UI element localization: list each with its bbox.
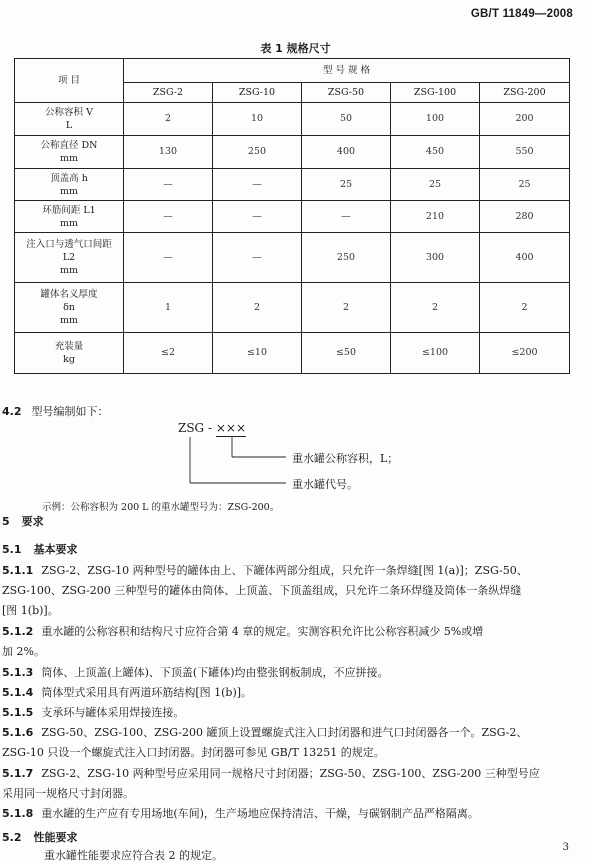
table-title: 表 1 规格尺寸 <box>260 42 331 55</box>
section-number: 5.1.1 <box>2 564 34 577</box>
row-label <box>15 169 124 201</box>
table-cell: ≤50 <box>302 333 391 374</box>
table-cell: 50 <box>302 103 391 136</box>
row-label-line: mm <box>59 315 79 326</box>
body-text-line <box>2 604 59 618</box>
paragraph-text: 采用同一规格尺寸封闭器。 <box>2 787 134 800</box>
row-label <box>15 283 124 333</box>
example-note: 示例：公称容积为 200 L 的重水罐型号为：ZSG-200。 <box>42 502 280 513</box>
section-number: 5.1.2 <box>2 625 34 638</box>
paragraph-text: 筒体型式采用具有两道环筋结构[图 1(b)]。 <box>41 686 253 699</box>
model-header-cell: ZSG-10 <box>213 83 302 103</box>
body-text-line <box>2 746 385 760</box>
section-number: 5.1.8 <box>2 807 34 820</box>
table-cell: ≤10 <box>213 333 302 374</box>
table-cell: 200 <box>480 103 570 136</box>
body-text-line <box>2 515 44 529</box>
body-text-line <box>44 849 223 863</box>
page-number: 3 <box>562 842 569 853</box>
model-header-cell: ZSG-2 <box>124 83 213 103</box>
table-cell: — <box>124 169 213 201</box>
code-note: 重水罐代号。 <box>292 478 358 491</box>
table-cell: 1 <box>124 283 213 333</box>
body-text-line <box>2 706 184 720</box>
spec-table <box>14 58 570 374</box>
row-label-line: L <box>65 120 73 131</box>
row-label <box>15 201 124 233</box>
row-label-line: kg <box>63 354 75 365</box>
paragraph-text: 重水罐的生产应有专用场地(车间)，生产场地应保持清洁、干燥，与碳钢制产品严格隔离。 <box>41 807 479 820</box>
table-cell: 450 <box>391 136 480 169</box>
table-cell: 25 <box>391 169 480 201</box>
section-heading: 要求 <box>21 515 44 528</box>
body-text-line <box>2 686 252 700</box>
paragraph-text: 支承环与罐体采用焊接连接。 <box>41 706 185 719</box>
paragraph-text: 重水罐性能要求应符合表 2 的规定。 <box>44 849 223 862</box>
row-label <box>15 136 124 169</box>
table-row <box>15 283 570 333</box>
paragraph-text: ZSG-50、ZSG-100、ZSG-200 罐顶上设置螺旋式注入口封闭器和进气口封闭器各一个。ZSG-2、 <box>41 726 528 739</box>
table-cell: 400 <box>480 233 570 283</box>
body-text-line <box>2 767 540 781</box>
row-label-line: 环筋间距 L1 <box>42 204 96 216</box>
table-cell: — <box>302 201 391 233</box>
body-text-line <box>2 564 528 578</box>
table-row <box>15 201 570 233</box>
model-code-label: ZSG - ××× <box>178 421 247 435</box>
table-row <box>15 333 570 374</box>
body-text-line <box>2 584 521 598</box>
capacity-note: 重水罐公称容积，L； <box>292 452 399 465</box>
row-label <box>15 333 124 374</box>
table-cell: — <box>213 233 302 283</box>
row-label-line: 公称直径 DN <box>40 140 98 151</box>
table-row <box>15 169 570 201</box>
table-cell: 280 <box>480 201 570 233</box>
table-cell: ≤100 <box>391 333 480 374</box>
table-cell: 130 <box>124 136 213 169</box>
table-cell: — <box>124 201 213 233</box>
table-cell: 25 <box>480 169 570 201</box>
table-row <box>15 103 570 136</box>
row-label-line: 罐体名义厚度 <box>40 289 98 300</box>
table-cell: ≤200 <box>480 333 570 374</box>
row-label-line: δn <box>63 302 75 313</box>
section-heading: 基本要求 <box>33 543 78 556</box>
section-number: 5 <box>2 515 10 528</box>
body-text-line <box>2 787 134 801</box>
section-number: 5.1.6 <box>2 726 34 739</box>
row-label <box>15 103 124 136</box>
section-number: 5.1 <box>2 543 22 556</box>
row-label <box>15 233 124 283</box>
table-cell: — <box>213 201 302 233</box>
model-header-cell: ZSG-50 <box>302 83 391 103</box>
paragraph-text: ZSG-2、ZSG-10 两种型号应采用同一规格尺寸封闭器；ZSG-50、ZSG-100、ZSG-200 三种型号应 <box>41 767 540 780</box>
table-cell: 2 <box>124 103 213 136</box>
table-cell: — <box>213 169 302 201</box>
body-text-line <box>2 666 389 680</box>
model-header-cell: ZSG-100 <box>391 83 480 103</box>
table-cell: 300 <box>391 233 480 283</box>
section-number: 5.1.5 <box>2 706 34 719</box>
table-row <box>15 136 570 169</box>
table-cell: — <box>124 233 213 283</box>
body-text-line <box>2 543 78 557</box>
paragraph-text: 加 2%。 <box>2 645 45 658</box>
table-cell: 2 <box>391 283 480 333</box>
table-cell: 210 <box>391 201 480 233</box>
paragraph-text: ZSG-2、ZSG-10 两种型号的罐体由上、下罐体两部分组成，只允许一条焊缝[图 1(a)]；ZSG-50、 <box>41 564 528 577</box>
paragraph-text: 筒体、上顶盖(上罐体)、下顶盖(下罐体)均由整张钢板制成，不应拼接。 <box>41 666 389 679</box>
table-cell: 250 <box>213 136 302 169</box>
body-text-line <box>2 645 45 659</box>
body-text-line <box>2 625 483 639</box>
row-label-line: 充装量 <box>54 341 84 352</box>
section-number: 5.1.7 <box>2 767 34 780</box>
standard-code: GB/T 11849—2008 <box>470 8 573 20</box>
table-cell: 100 <box>391 103 480 136</box>
table-cell: 2 <box>480 283 570 333</box>
row-label-line: mm <box>59 217 79 229</box>
table-cell: 25 <box>302 169 391 201</box>
paragraph-text: ZSG-10 只设一个螺旋式注入口封闭器。封闭器可参见 GB/T 13251 的规定。 <box>2 746 385 759</box>
section-number: 5.1.3 <box>2 666 34 679</box>
row-label-line: mm <box>59 153 79 164</box>
body-text-line <box>2 831 78 845</box>
row-label-line: 公称容积 V <box>45 107 93 118</box>
paragraph-text: 重水罐的公称容积和结构尺寸应符合第 4 章的规定。实测容积允许比公称容积减少 5%或增 <box>41 625 484 638</box>
row-label-line: 注入口与透气口间距 <box>26 239 112 250</box>
row-label-line: 顶盖高 h <box>50 172 88 184</box>
row-label-line: mm <box>59 265 79 276</box>
table-cell: ≤2 <box>124 333 213 374</box>
body-text-line <box>2 726 527 740</box>
paragraph-text: ZSG-100、ZSG-200 三种型号的罐体由筒体、上顶盖、下顶盖组成，只允许二条环焊缝及筒体一条纵焊缝 <box>2 584 522 597</box>
paragraph-text: [图 1(b)]。 <box>2 604 59 617</box>
section-number: 5.1.4 <box>2 686 34 699</box>
section-heading: 性能要求 <box>33 831 78 844</box>
row-label-line: L2 <box>62 252 76 263</box>
group-header: 型 号 规 格 <box>124 59 570 83</box>
table-cell: 250 <box>302 233 391 283</box>
table-cell: 2 <box>302 283 391 333</box>
model-header-cell: ZSG-200 <box>480 83 570 103</box>
table-cell: 10 <box>213 103 302 136</box>
table-cell: 550 <box>480 136 570 169</box>
model-code-figure <box>178 421 498 491</box>
row-label-line: mm <box>59 185 79 197</box>
table-row <box>15 233 570 283</box>
body-text-line <box>2 807 479 821</box>
section-number: 5.2 <box>2 831 22 844</box>
table-cell: 2 <box>213 283 302 333</box>
section-4-2: 4.2 型号编制如下： <box>2 405 109 418</box>
table-cell: 400 <box>302 136 391 169</box>
item-header: 项 目 <box>15 59 124 103</box>
